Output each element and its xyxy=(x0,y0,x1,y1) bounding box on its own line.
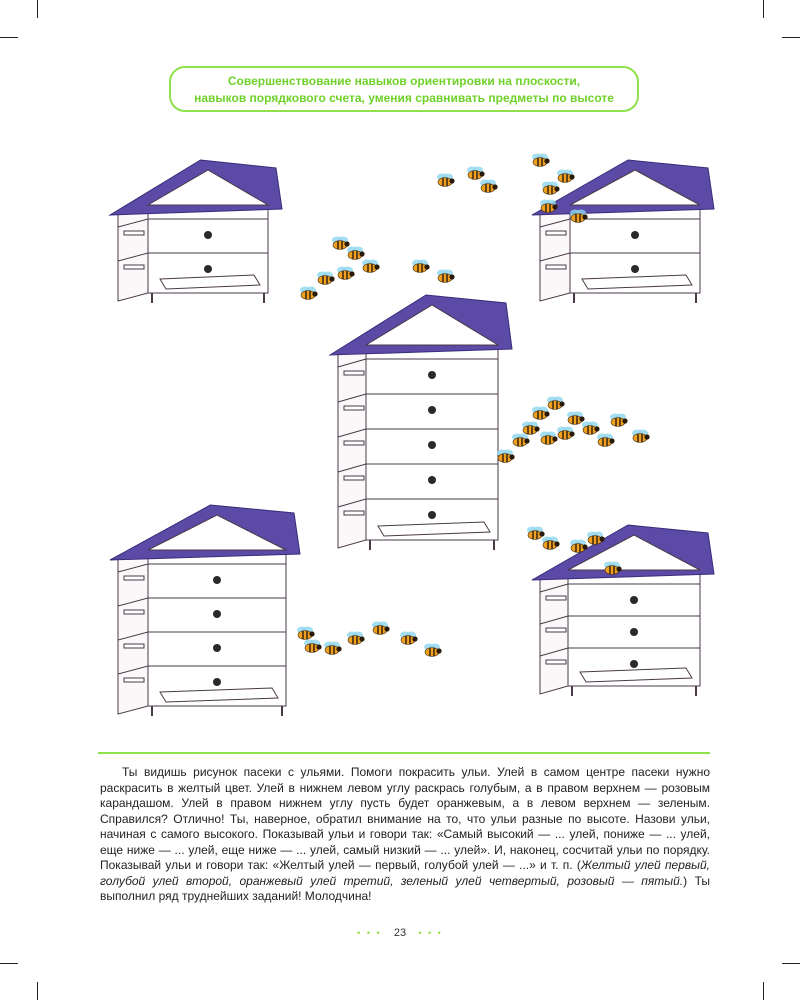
hive-entrance xyxy=(428,476,436,484)
bee-icon xyxy=(497,450,515,463)
hive-entrance xyxy=(213,644,221,652)
bee-icon xyxy=(300,287,318,300)
beehive-bottom-left xyxy=(110,505,300,716)
bee-icon xyxy=(437,174,455,187)
bee-icon xyxy=(542,182,560,195)
bee-icon xyxy=(532,154,550,167)
bee-icon xyxy=(557,427,575,440)
hive-entrance xyxy=(630,660,638,668)
hive-entrance xyxy=(630,596,638,604)
section-header xyxy=(169,66,639,112)
bee-icon xyxy=(547,397,565,410)
header-line-1: Совершенствование навыков ориентировки на плоскости, xyxy=(227,74,581,88)
bee-icon xyxy=(610,414,628,427)
bee-icon xyxy=(337,267,355,280)
hive-entrance xyxy=(213,678,221,686)
hive-entrance xyxy=(631,265,639,273)
crop-mark xyxy=(763,0,764,18)
bee-icon xyxy=(332,237,350,250)
crop-mark xyxy=(782,37,800,38)
bee-icon xyxy=(567,412,585,425)
hive-entrance xyxy=(428,406,436,414)
bee-icon xyxy=(557,170,575,183)
task-paragraph xyxy=(100,765,710,905)
bee-icon xyxy=(424,644,442,657)
crop-mark xyxy=(0,37,18,38)
crop-mark xyxy=(782,963,800,964)
bee-icon xyxy=(297,627,315,640)
hive-entrance xyxy=(428,511,436,519)
bee-icon xyxy=(400,632,418,645)
bee-icon xyxy=(317,272,335,285)
footer-dots-left: • • • xyxy=(357,928,382,938)
bee-icon xyxy=(347,632,365,645)
bee-icon xyxy=(542,537,560,550)
hive-entrance xyxy=(204,231,212,239)
hive-entrance xyxy=(631,231,639,239)
bee-icon xyxy=(540,432,558,445)
crop-mark xyxy=(37,0,38,18)
apiary-illustration xyxy=(0,130,800,750)
divider-line xyxy=(98,752,710,754)
beehive-bottom-right xyxy=(532,525,714,696)
hive-entrance xyxy=(428,441,436,449)
bee-icon xyxy=(437,270,455,283)
task-text-main: Ты видишь рисунок пасеки с ульями. Помоги покрасить ульи. Улей в самом центре пасеки нужно раскрасить в желтый цвет. Улей в нижнем левом углу раскрась голубым, а в правом верхнем — розовым карандашом. Улей в правом нижнем углу пусть будет оранжевым, а в левом верхнем — зеленым. Справился? Отлично! Ты, наверное, обратил внимание на то, что ульи разные по высоте. Назови ульи, начиная с самого высокого. Показывай ульи и говори так: «Самый высокий — ... улей, пониже — ... улей, еще ниже — ... улей, еще ниже — ... улей, самый низкий — ... улей». И, наконец, сосчитай ульи по порядку. Показывай ульи и говори так: «Желтый улей — первый, голубой улей — ...» и т. п. ( xyxy=(100,765,710,872)
task-answer-italic: Желтый улей первый, голубой улей второй, оранжевый улей третий, зеленый улей четвертый, розовый — пятый. xyxy=(100,858,711,888)
bee-icon xyxy=(372,622,390,635)
crop-mark xyxy=(763,982,764,1000)
bee-icon xyxy=(347,247,365,260)
bee-icon xyxy=(632,430,650,443)
beehive-top-right xyxy=(532,160,714,303)
crop-mark xyxy=(37,982,38,1000)
bee-icon xyxy=(324,642,342,655)
hive-entrance xyxy=(213,576,221,584)
bee-icon xyxy=(582,422,600,435)
footer-dots-right: • • • xyxy=(418,928,443,938)
hive-entrance xyxy=(213,610,221,618)
page-number: 23 xyxy=(393,927,407,939)
beehive-top-left xyxy=(110,160,282,303)
hive-entrance xyxy=(630,628,638,636)
page-footer xyxy=(0,927,800,939)
bee-icon xyxy=(480,180,498,193)
bee-icon xyxy=(532,407,550,420)
task-text xyxy=(100,765,710,905)
bee-icon xyxy=(412,260,430,273)
bee-icon xyxy=(362,260,380,273)
header-line-2: навыков порядкового счета, умения сравнивать предметы по высоте xyxy=(194,91,614,105)
bee-icon xyxy=(512,434,530,447)
task-text-end: ) Ты выполнил ряд труднейших заданий! Молодчина! xyxy=(100,873,710,903)
crop-mark xyxy=(0,963,18,964)
hive-entrance xyxy=(428,371,436,379)
beehive-center xyxy=(330,295,512,550)
bee-icon xyxy=(467,167,485,180)
bee-icon xyxy=(597,434,615,447)
bee-icon xyxy=(527,527,545,540)
hive-entrance xyxy=(204,265,212,273)
bee-icon xyxy=(522,422,540,435)
bee-icon xyxy=(304,640,322,653)
